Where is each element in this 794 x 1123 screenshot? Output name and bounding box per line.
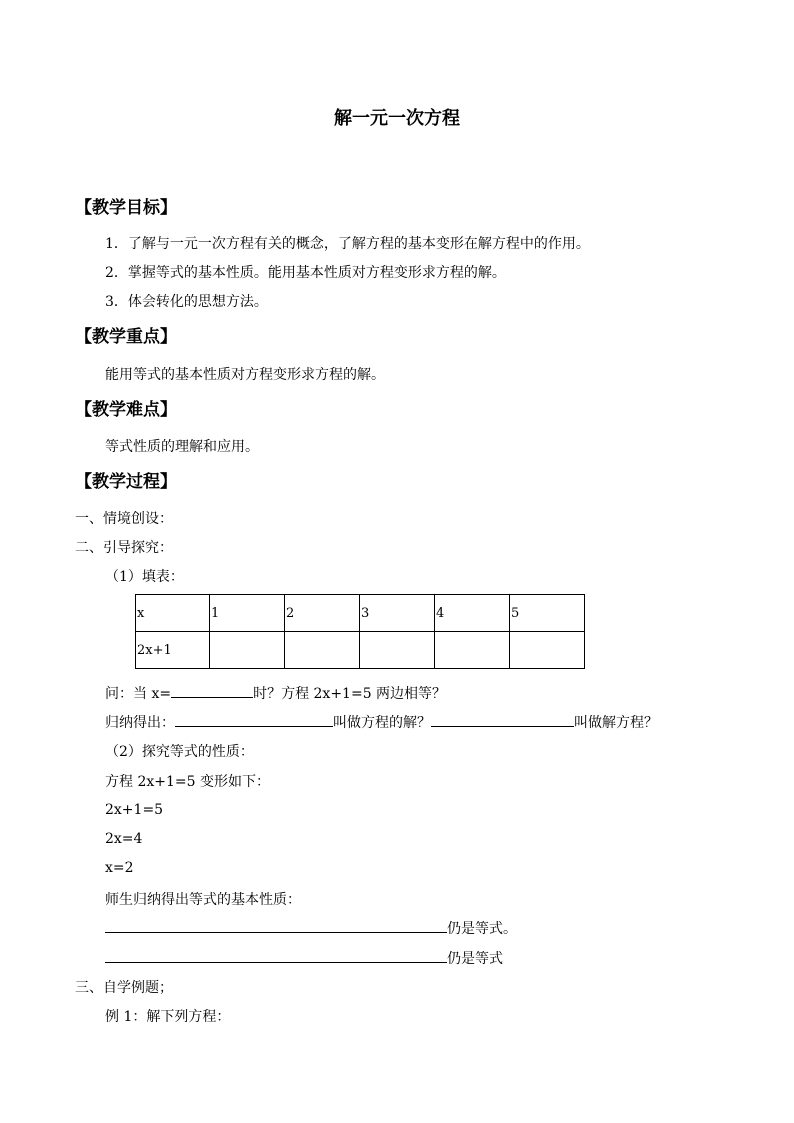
- objectives-header: 【教学目标】: [75, 198, 177, 218]
- fill-table-label: （1）填表：: [105, 569, 184, 585]
- table-answer-cell[interactable]: [435, 632, 510, 669]
- objective-item-2: 2．掌握等式的基本性质。能用基本性质对方程变形求方程的解。: [105, 265, 506, 281]
- induction-suffix: 叫做解方程？: [574, 715, 658, 731]
- objective-item-3: 3．体会转化的思想方法。: [105, 294, 268, 310]
- explore-label: （2）探究等式的性质：: [105, 744, 254, 760]
- induction-line: [105, 712, 658, 732]
- answer-blank[interactable]: [105, 948, 447, 963]
- fill-in-table: [135, 594, 585, 669]
- answer-blank[interactable]: [105, 918, 447, 933]
- property-2-tail: 仍是等式: [447, 951, 503, 967]
- table-cell: 3: [360, 595, 435, 632]
- table-row: [136, 632, 585, 669]
- induction-prefix: 归纳得出：: [105, 715, 175, 731]
- table-cell: 2x+1: [136, 632, 210, 669]
- table-cell: 5: [510, 595, 585, 632]
- difficulty-text: 等式性质的理解和应用。: [105, 439, 259, 455]
- answer-blank[interactable]: [171, 683, 253, 698]
- summary-text: 师生归纳得出等式的基本性质：: [105, 892, 301, 908]
- property-1-tail: 仍是等式。: [447, 921, 517, 937]
- table-answer-cell[interactable]: [510, 632, 585, 669]
- equation-step-2: 2x=4: [105, 831, 143, 847]
- transform-intro: 方程 2x+1=5 变形如下：: [105, 774, 270, 790]
- difficulty-header: 【教学难点】: [75, 400, 177, 420]
- example-1-label: 例 1：解下列方程：: [105, 1009, 231, 1025]
- question-line: [105, 683, 446, 703]
- step-2-heading: 二、引导探究：: [75, 540, 173, 556]
- step-1-heading: 一、情境创设：: [75, 511, 173, 527]
- table-cell: 1: [210, 595, 285, 632]
- equation-step-1: 2x+1=5: [105, 802, 164, 818]
- document-title: 解一元一次方程: [334, 108, 460, 129]
- step-3-heading: 三、自学例题；: [75, 980, 173, 996]
- table-row: [136, 595, 585, 632]
- table-cell: x: [136, 595, 210, 632]
- question-suffix: 时？方程 2x+1=5 两边相等？: [253, 686, 447, 702]
- key-points-header: 【教学重点】: [75, 327, 177, 347]
- process-header: 【教学过程】: [75, 472, 177, 492]
- question-prefix: 问：当 x=: [105, 686, 172, 702]
- table-answer-cell[interactable]: [285, 632, 360, 669]
- answer-blank[interactable]: [175, 712, 333, 727]
- objective-item-1: 1．了解与一元一次方程有关的概念，了解方程的基本变形在解方程中的作用。: [105, 236, 590, 252]
- induction-middle: 叫做方程的解？: [333, 715, 431, 731]
- table-answer-cell[interactable]: [210, 632, 285, 669]
- property-line-2: [105, 948, 503, 968]
- table-cell: 2: [285, 595, 360, 632]
- property-line-1: [105, 918, 517, 938]
- table-cell: 4: [435, 595, 510, 632]
- equation-step-3: x=2: [105, 860, 134, 876]
- table-answer-cell[interactable]: [360, 632, 435, 669]
- answer-blank[interactable]: [431, 712, 574, 727]
- key-points-text: 能用等式的基本性质对方程变形求方程的解。: [105, 367, 385, 383]
